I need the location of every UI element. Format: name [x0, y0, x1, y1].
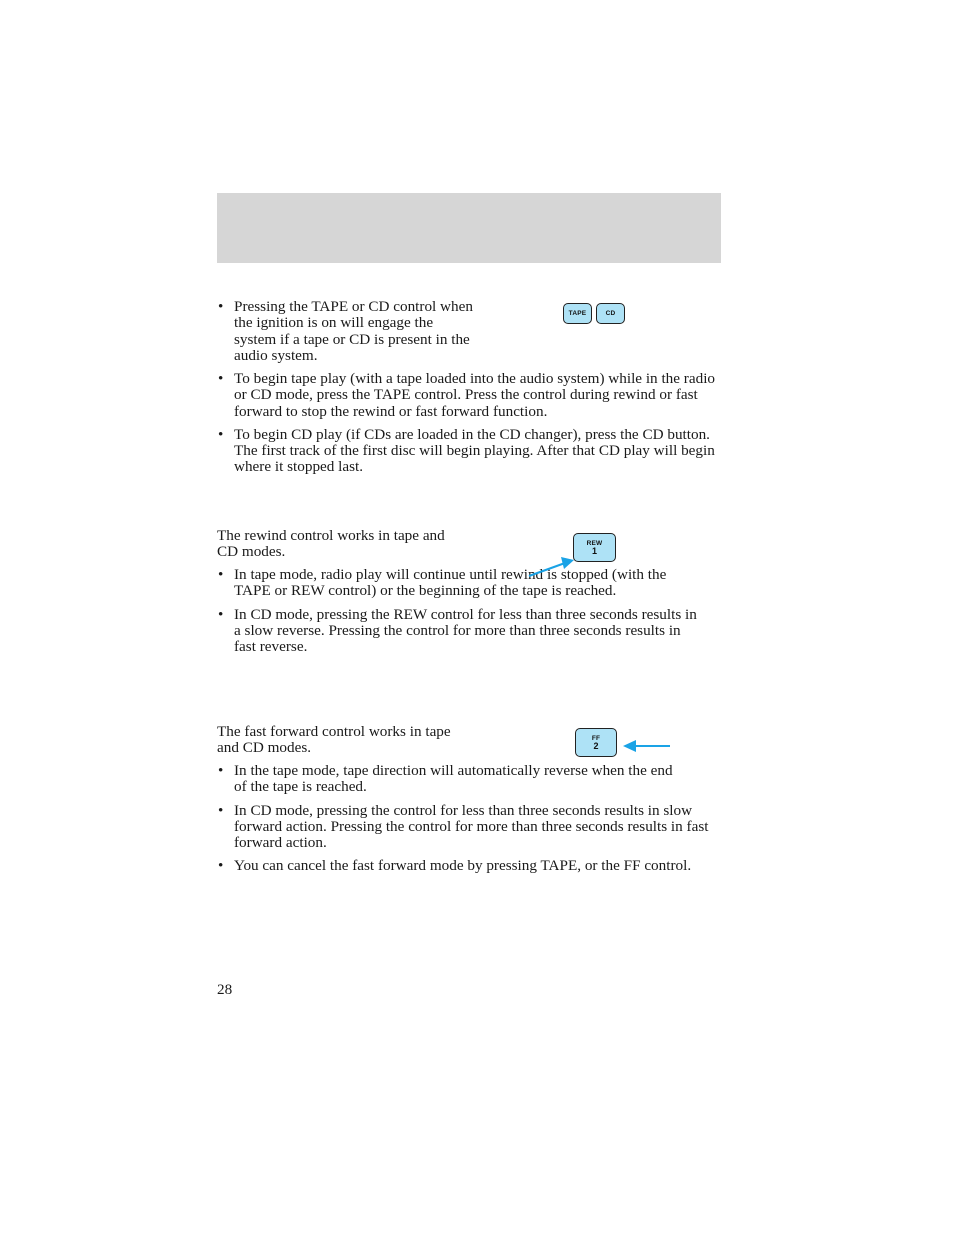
- list-item: • In CD mode, pressing the REW control for less than three seconds results in a slow reverse. Pressing the control for more than three seconds results in fast reverse.: [217, 607, 704, 656]
- page-number: 28: [217, 981, 233, 998]
- fast-forward-intro: The fast forward control works in tape and CD modes.: [217, 723, 451, 757]
- rew-button-label: REW: [586, 539, 603, 547]
- ff-button-label: FF: [591, 734, 601, 742]
- list-item: • In the tape mode, tape direction will automatically reverse when the end of the tape is reached.: [217, 763, 674, 796]
- tape-button-label: TAPE: [568, 310, 587, 317]
- cd-button-label: CD: [605, 310, 616, 317]
- list-item: • In CD mode, pressing the control for less than three seconds results in slow forward action. Pressing the control for more than three seconds results in fast forward action.: [217, 803, 723, 852]
- rew-button-number: 1: [591, 545, 597, 556]
- ff-button-number: 2: [593, 740, 599, 751]
- list-item: • Pressing the TAPE or CD control when the ignition is on will engage the system if a tape or CD is present in the audio system.: [217, 299, 477, 364]
- list-item: • You can cancel the fast forward mode by pressing TAPE, or the FF control.: [217, 858, 723, 874]
- list-item-text: • In tape mode, radio play will continue until rewind is stopped (with the TAPE or REW control) or the beginning of the tape is reached.: [234, 566, 667, 600]
- list-item: • To begin tape play (with a tape loaded into the audio system) while in the radio or CD mode, press the TAPE control. Press the control during rewind or fast forward to stop the rewind or fast forward function.: [217, 371, 723, 420]
- rewind-intro: The rewind control works in tape and CD modes.: [217, 527, 445, 561]
- list-item: • To begin CD play (if CDs are loaded in the CD changer), press the CD button. The first track of the first disc will begin playing. After that CD play will begin where it stopped last.: [217, 427, 723, 476]
